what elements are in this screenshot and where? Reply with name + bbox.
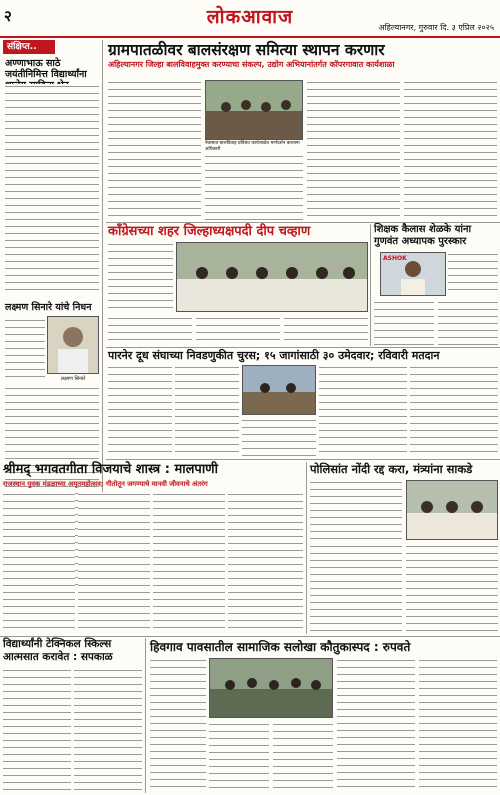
divider-v bbox=[370, 224, 371, 346]
rain-body-5 bbox=[419, 658, 497, 792]
rain-body-2 bbox=[209, 722, 269, 792]
lead-subhead: अहिल्यानगर जिल्हा बालविवाहमुक्त करण्याचा संकल्प, उद्योग अभियानांतर्गत कॉपरगावात कार्यशाळा bbox=[108, 60, 395, 69]
divider bbox=[106, 347, 500, 348]
rain-body-1 bbox=[150, 658, 206, 792]
teacher-headline: शिक्षक कैलास शेळके यांना गुणवंत अध्यापक पुरस्कार bbox=[374, 224, 472, 247]
bhagwat-body-4 bbox=[228, 492, 303, 632]
teacher-body-3 bbox=[438, 300, 498, 346]
lead-headline: ग्रामपातळीवर बालसंरक्षण समित्या स्थापन करणार bbox=[108, 41, 385, 59]
brief-headline-2: लक्ष्मण सिनारे यांचे निधन bbox=[5, 302, 92, 313]
teacher-body-1 bbox=[448, 252, 498, 296]
parner-headline: पारनेर दूध संघाच्या निवडणुकीत चुरस; १५ जागांसाठी ३० उमेदवार; रविवारी मतदान bbox=[108, 349, 440, 362]
parner-photo bbox=[242, 365, 316, 415]
rain-body-4 bbox=[337, 658, 415, 792]
parner-body-3 bbox=[242, 418, 316, 457]
parner-body-1 bbox=[108, 365, 172, 457]
newspaper-logo: लोकआवाज bbox=[206, 6, 294, 28]
students-headline: विद्यार्थ्यांनी टेक्निकल स्किल्स आत्मसात करावेत : सपकाळ bbox=[3, 638, 113, 663]
students-body-1 bbox=[3, 668, 71, 792]
photo-watermark: ASHOK bbox=[383, 255, 407, 262]
congress-body-3 bbox=[196, 316, 280, 344]
divider-v bbox=[145, 638, 146, 793]
bhagwat-subhead: राजस्थान युवक मंडळाच्या अमृतमहोत्सव; गीतोतून जगण्याचे मानवी जीवनाचे अंतरंग bbox=[3, 480, 208, 488]
lead-body-col1 bbox=[108, 80, 201, 220]
bhagwat-body-2 bbox=[78, 492, 150, 632]
police-body-1 bbox=[310, 480, 402, 540]
lead-photo bbox=[205, 80, 303, 140]
congress-body-4 bbox=[284, 316, 368, 344]
teacher-body-2 bbox=[374, 300, 434, 346]
police-headline: पोलिसांत नोंदी रद्द करा, मंत्र्यांना साकडे bbox=[310, 462, 473, 476]
divider bbox=[106, 459, 500, 460]
parner-body-5 bbox=[410, 365, 498, 457]
students-body-2 bbox=[74, 668, 142, 792]
portrait-photo bbox=[47, 316, 99, 374]
bhagwat-body-1 bbox=[3, 492, 75, 632]
brief-headline-1: अण्णाभाऊ साठे जयंतीनिमित्त विद्यार्थ्यांना bbox=[5, 58, 87, 80]
bhagwat-headline: श्रीमद् भगवतगीता विजयाचे शास्त्र : मालपाणी bbox=[3, 462, 218, 477]
divider bbox=[0, 636, 500, 637]
lead-photo-caption: नेवासात बालविवाह प्रतिबंध कार्यशाळेत मार्गदर्शन करताना अधिकारी bbox=[205, 141, 300, 152]
congress-photo bbox=[176, 242, 368, 312]
rain-photo bbox=[209, 658, 333, 718]
briefs-label: संक्षिप्त.. bbox=[3, 40, 55, 54]
rain-body-3 bbox=[273, 722, 333, 792]
police-body-2 bbox=[310, 544, 402, 634]
brief-body-2a bbox=[5, 318, 45, 382]
rain-headline: हिवगाव पावसातील सामाजिक सलोखा कौतुकास्पद : रुपवते bbox=[150, 640, 411, 654]
lead-body-col3 bbox=[307, 80, 400, 220]
masthead bbox=[0, 0, 500, 38]
congress-body-2 bbox=[108, 316, 192, 344]
teacher-photo bbox=[380, 252, 446, 296]
dateline: अहिल्यानगर, गुरुवार दि. ३ एप्रिल २०२५ bbox=[378, 23, 494, 32]
page-number: २ bbox=[4, 7, 12, 25]
lead-body-col4 bbox=[404, 80, 497, 220]
police-body-3 bbox=[406, 544, 498, 634]
parner-body-2 bbox=[175, 365, 239, 457]
divider bbox=[106, 222, 500, 223]
divider-v bbox=[306, 462, 307, 634]
bhagwat-body-3 bbox=[153, 492, 225, 632]
lead-body-col2 bbox=[205, 154, 303, 220]
parner-body-4 bbox=[319, 365, 407, 457]
congress-body-1 bbox=[108, 242, 173, 312]
congress-headline: काँग्रेसच्या शहर जिल्हाध्यक्षपदी दीप चव्हाण bbox=[108, 224, 311, 239]
police-photo bbox=[406, 480, 498, 540]
brief-body-1 bbox=[5, 84, 99, 296]
portrait-caption: लक्ष्मण सिनारे bbox=[60, 376, 86, 382]
